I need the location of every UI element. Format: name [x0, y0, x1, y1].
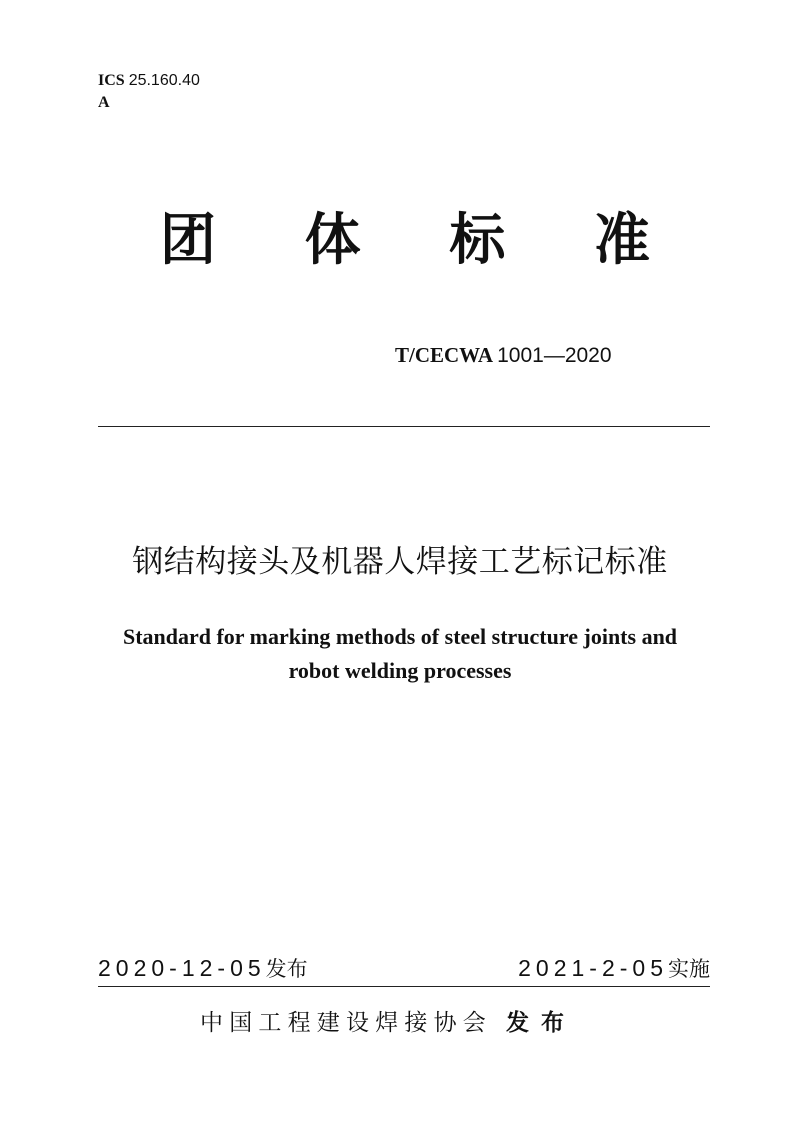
- standard-number: [395, 342, 695, 369]
- document-type-char: 准: [593, 207, 650, 273]
- ics-classification: [98, 70, 200, 114]
- standard-number-value: 1001—2020: [497, 344, 612, 367]
- english-title: [60, 620, 740, 688]
- document-type-char: 标: [449, 207, 506, 273]
- issuing-organization: 中国工程建设焊接协会: [200, 1010, 492, 1036]
- chinese-title: 钢结构接头及机器人焊接工艺标记标准: [132, 544, 668, 580]
- top-divider: [98, 426, 710, 427]
- date-row: [98, 952, 710, 984]
- publish-date: 2020-12-05: [98, 955, 266, 981]
- implement-date-group: [518, 953, 710, 984]
- issue-action: 发布: [506, 1010, 576, 1036]
- standard-number-prefix: T/CECWA: [395, 343, 492, 367]
- publish-date-group: [98, 953, 308, 984]
- implement-date: 2021-2-05: [518, 955, 668, 981]
- bottom-divider: [98, 986, 710, 987]
- ics-code: 25.160.40: [128, 72, 200, 89]
- implement-label: 实施: [668, 957, 710, 981]
- english-title-line-1: Standard for marking methods of steel structure joints and: [122, 624, 678, 649]
- document-type-char: 体: [304, 207, 361, 273]
- issuer-line: [200, 1006, 620, 1040]
- ics-prefix: ICS: [98, 72, 125, 89]
- document-type-heading: [160, 205, 650, 275]
- english-title-line-2: robot welding processes: [288, 658, 512, 683]
- ics-line: [98, 70, 200, 92]
- standard-category: A: [98, 94, 110, 111]
- document-type-char: 团: [160, 207, 216, 273]
- publish-label: 发布: [265, 957, 308, 981]
